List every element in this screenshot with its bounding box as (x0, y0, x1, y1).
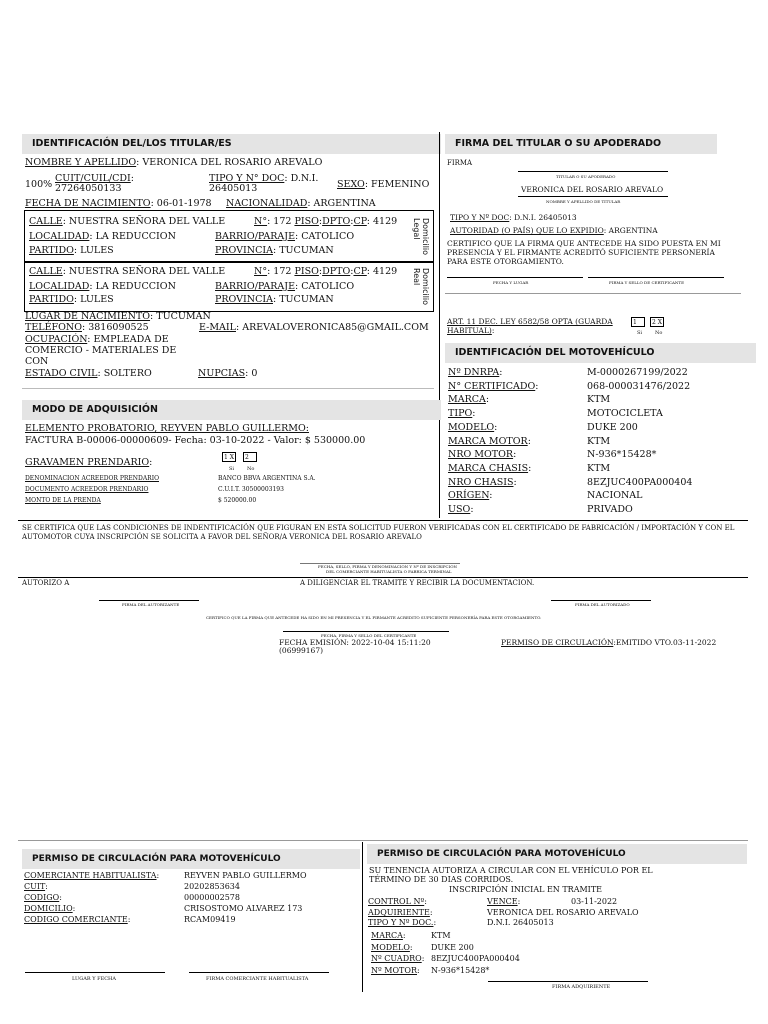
ocupacion-value-2: COMERCIO - MATERIALES DE (25, 345, 177, 356)
estado-civil-value: : SOLTERO (97, 368, 152, 379)
estado-civil-row (25, 368, 152, 379)
gravamen-si-checkbox[interactable]: 1 X (224, 454, 234, 461)
permiso-row (501, 638, 716, 647)
cuit-value: 27264050133 (55, 183, 122, 194)
lugar-nac-value: : TUCUMAN (150, 311, 211, 322)
comerciante-row-2-label: CODIGO: (24, 893, 62, 902)
lugar-nac-row (25, 311, 211, 322)
firma-autorizante-caption: FIRMA DEL AUTORIZANTE (122, 602, 180, 607)
tipo-doc-label: TIPO Y N° DOC (209, 173, 285, 184)
legal-calle-label: CALLE (29, 216, 63, 227)
legal-provincia-label: PROVINCIA (215, 245, 273, 256)
moto-row-0-value: M-0000267199/2022 (587, 367, 688, 378)
firma-divider (445, 293, 741, 294)
guarda-si-label: Si (637, 330, 643, 336)
control-label: CONTROL Nº (368, 897, 425, 906)
firma-autorizado-line (551, 600, 651, 601)
real-calle (29, 266, 225, 277)
fecha-sello-caption-1: FECHA, SELLO, FIRMA Y DENOMINACION Y Nº DE INSCRIPCION (318, 564, 457, 569)
certifico-firma-text: CERTIFICO QUE LA FIRMA QUE ANTECEDE HA SIDO EN MI PRESENCIA Y EL FIRMANTE ACREDITO SUFICIENTE PERSONERÍA PARA ESTE OTORGAMIENTO. (206, 615, 542, 620)
art-guarda-label: ART. 11 DEC. LEY 6582/58 OPTA (GUARDA HABITUAL) (447, 317, 613, 335)
firma-nombre-line (518, 196, 668, 197)
firma-comerciante-caption: FIRMA COMERCIANTE HABITUALISTA (206, 976, 309, 982)
gravamen-colon: : (149, 457, 153, 468)
real-localidad-label: LOCALIDAD (29, 281, 90, 292)
gravamen-no-checkbox[interactable]: 2 (243, 452, 257, 462)
certificante-line (283, 631, 449, 632)
certificacion-top-rule (18, 520, 748, 521)
moto-row-7-value: KTM (587, 462, 611, 474)
fecha-sello-caption-2: DEL COMERCIANTE HABITUALISTA O FABRICA TERMINAL (326, 569, 452, 574)
moto-row-0-label: Nº DNRPA: (448, 367, 503, 378)
sexo-row (337, 179, 429, 190)
firma-comerciante-line (189, 972, 329, 973)
legal-numero: N°: 172 PISO:DPTO:CP: 4129 (254, 216, 398, 227)
real-provincia (215, 294, 334, 305)
email-value: : AREVALOVERONICA85@GMAIL.COM (235, 322, 429, 333)
nombre-label: NOMBRE Y APELLIDO (25, 157, 137, 168)
nupcias-row (198, 368, 257, 379)
comerciante-row-0-label: COMERCIANTE HABITUALISTA: (24, 871, 160, 880)
motovehiculo-header: IDENTIFICACIÓN DEL MOTOVEHÍCULO (445, 343, 756, 363)
porcentaje: 100% (25, 179, 53, 190)
real-calle-label: CALLE (29, 266, 63, 277)
moto-row-4-label: MODELO: (448, 421, 498, 433)
moto-row-5-label: MARCA MOTOR: (448, 435, 531, 447)
firma-autoridad-value: : ARGENTINA (603, 226, 658, 235)
nacionalidad-row (226, 198, 376, 209)
ocupacion-label: OCUPACIÓN (25, 334, 88, 345)
firma-sello-caption: FIRMA Y SELLO DE CERTIFICANTE (609, 280, 685, 285)
documento-value: C.U.I.T. 30500003193 (218, 486, 284, 493)
fecha-emision-code: (06999167) (279, 646, 324, 655)
firma-tipo-doc-value: : D.N.I. 26405013 (509, 213, 577, 222)
tipo-doc-value: : D.N.I. (284, 173, 319, 184)
ocupacion-value-1: : EMPLEADA DE (87, 334, 169, 345)
real-calle-value: : NUESTRA SEÑORA DEL VALLE (62, 266, 226, 277)
adq-tipo-doc-row: TIPO Y Nº DOC.: (368, 918, 437, 927)
legal-cp-label: CP (353, 216, 367, 227)
guarda-no-label: No (655, 330, 663, 336)
telefono-label: TELÉFONO (25, 322, 82, 333)
titular-apoderado-caption: TITULAR O SU APODERADO (556, 174, 616, 179)
nupcias-value: : 0 (245, 368, 258, 379)
firma-adquiriente-line (488, 981, 648, 982)
certificante-caption: FECHA, FIRMA Y SELLO DEL CERTIFICANTE (321, 633, 417, 638)
monto-label: MONTO DE LA PRENDA (25, 497, 101, 504)
legal-barrio-label: BARRIO/PARAJE (215, 231, 296, 242)
permiso-adquiriente-header: PERMISO DE CIRCULACIÓN PARA MOTOVEHÍCULO (367, 844, 747, 864)
vence-label: VENCE (487, 897, 518, 906)
estado-civil-label: ESTADO CIVIL (25, 368, 98, 379)
moto-row-1-label: N° CERTIFICADO: (448, 380, 539, 392)
domicilio-legal-side-label: Domicilio Legal (412, 218, 430, 256)
sexo-label: SEXO (337, 179, 365, 190)
legal-calle (29, 216, 225, 227)
diligenciar-text: A DILIGENCIAR EL TRAMITE Y RECIBIR LA DOCUMENTACION. (300, 579, 535, 587)
moto-row-8-label: NRO CHASIS: (448, 476, 517, 488)
firma-autoridad (450, 226, 658, 235)
real-partido-label: PARTIDO (29, 294, 74, 305)
real-piso-label: PISO (294, 266, 319, 277)
email-label: E-MAIL (199, 322, 236, 333)
guarda-si-checkbox[interactable]: 1 (631, 317, 645, 327)
permiso-comerciante-header: PERMISO DE CIRCULACIÓN PARA MOTOVEHÍCULO (22, 849, 360, 869)
adq-tipo-doc-value: D.N.I. 26405013 (487, 918, 554, 927)
denominacion-value: BANCO BBVA ARGENTINA S.A. (218, 475, 316, 482)
legal-numero-value: : 172 (267, 216, 292, 227)
monto-value: $ 520000.00 (218, 497, 257, 504)
doc-numero: 26405013 (209, 183, 258, 194)
lugar-fecha-line (25, 972, 165, 973)
comerciante-row-3-value: CRISOSTOMO ALVAREZ 173 (184, 904, 303, 913)
adquiriente-row: ADQUIRIENTE: (368, 908, 433, 917)
gravamen-row (25, 457, 152, 468)
firma-autorizante-line (99, 600, 199, 601)
real-barrio (215, 281, 354, 292)
comerciante-row-4-value: RCAM09419 (184, 915, 236, 924)
firma-adquiriente-caption: FIRMA ADQUIRIENTE (552, 984, 611, 990)
adq-row-0-label: MARCA: (371, 931, 406, 940)
fecha-emision-label: FECHA EMISIÓN (279, 638, 347, 647)
cuit-label: CUIT/CUIL/CDI (55, 173, 131, 184)
elemento-probatorio: ELEMENTO PROBATORIO, REYVEN PABLO GUILLERMO: (25, 423, 309, 434)
legal-localidad-label: LOCALIDAD (29, 231, 90, 242)
comerciante-row-0-value: REYVEN PABLO GUILLERMO (184, 871, 307, 880)
moto-row-3-value: MOTOCICLETA (587, 408, 663, 420)
real-cp-label: CP (353, 266, 367, 277)
moto-row-10-value: PRIVADO (587, 504, 633, 515)
moto-row-5-value: KTM (587, 435, 611, 447)
lugar-nac-label: LUGAR DE NACIMIENTO (25, 311, 151, 322)
vence-row: VENCE: (487, 897, 521, 906)
fecha-lugar-line (447, 277, 583, 278)
adq-row-1-label: MODELO: (371, 942, 413, 952)
nombre-row (25, 157, 322, 168)
adq-row-3-value: N-936*15428* (431, 965, 490, 975)
titulares-header: IDENTIFICACIÓN DEL/LOS TITULAR/ES (22, 134, 441, 154)
legal-localidad (29, 231, 176, 242)
comerciante-row-2-value: 00000002578 (184, 893, 240, 902)
column-divider (439, 132, 440, 518)
firma-header: FIRMA DEL TITULAR O SU APODERADO (445, 134, 717, 154)
adq-row-3-label: Nº MOTOR: (371, 965, 420, 975)
real-numero: N°: 172 PISO:DPTO:CP: 4129 (254, 266, 398, 277)
firma-signature-line (518, 171, 668, 172)
legal-cp-value: : 4129 (366, 216, 398, 227)
firma-tipo-doc (450, 213, 577, 222)
legal-provincia (215, 245, 334, 256)
permiso-divider (362, 842, 363, 992)
inscripcion-inicial: INSCRIPCIÓN INICIAL EN TRAMITE (449, 885, 602, 894)
legal-calle-value: : NUESTRA SEÑORA DEL VALLE (62, 216, 226, 227)
real-numero-value: : 172 (267, 266, 292, 277)
moto-row-6-value: N-936*15428* (587, 449, 657, 461)
moto-row-9-label: ORÍGEN: (448, 490, 493, 502)
denominacion-label: DENOMINACION ACREEDOR PRENDARIO (25, 475, 159, 482)
moto-row-3-label: TIPO: (448, 408, 476, 420)
comerciante-row-4-label: CODIGO COMERCIANTE: (24, 915, 131, 924)
firma-autorizado-caption: FIRMA DEL AUTORIZADO (575, 602, 630, 607)
certificacion-text: SE CERTIFICA QUE LAS CONDICIONES DE INDENTIFICACIÓN QUE FIGURAN EN ESTA SOLICITUD FUERON VERIFICADAS CON EL CERTIFICADO DE FABRICACIÓN / IMPORTACIÓN Y CON EL AUTOMOTOR CUYA INSCRIPCIÓN SE SOLICITA A FAVOR DEL SEÑOR/A VERONICA DEL ROSARIO AREVALO (22, 524, 735, 541)
legal-barrio-value: : CATOLICO (295, 231, 355, 242)
gravamen-si-label: Si (229, 466, 235, 472)
fecha-nac-value: : 06-01-1978 (150, 198, 212, 209)
adquiriente-label: ADQUIRIENTE (368, 908, 430, 917)
legal-barrio (215, 231, 354, 242)
adq-row-2-value: 8EZJUC400PA000404 (431, 954, 520, 963)
adquiriente-value: VERONICA DEL ROSARIO AREVALO (487, 908, 639, 917)
sexo-value: : FEMENINO (364, 179, 430, 190)
firma-certifico: CERTIFICO QUE LA FIRMA QUE ANTECEDE HA SIDO PUESTA EN MI PRESENCIA Y EL FIRMANTE ACREDITÓ SUFICIENTE PERSONERÍA PARA ESTE OTORGAMIENTO. (447, 239, 721, 266)
ocupacion-value-3: CON (25, 356, 49, 367)
autorizo-label: AUTORIZO A (22, 579, 70, 587)
real-cp-value: : 4129 (366, 266, 398, 277)
fecha-emision-value: : 2022-10-04 15:11:20 (346, 638, 431, 647)
fecha-lugar-caption: FECHA Y LUGAR (493, 280, 529, 285)
adq-tipo-doc-label: TIPO Y Nº DOC. (368, 918, 434, 927)
permiso-top-rule (18, 840, 748, 841)
moto-row-2-value: KTM (587, 394, 611, 406)
legal-provincia-value: : TUCUMAN (272, 245, 334, 256)
cuit-colon: : (130, 173, 134, 184)
fecha-nac-label: FECHA DE NACIMIENTO (25, 198, 151, 209)
real-partido (29, 294, 114, 305)
comerciante-row-1-label: CUIT: (24, 882, 48, 891)
firma-nombre: VERONICA DEL ROSARIO AREVALO (521, 185, 664, 194)
moto-row-9-value: NACIONAL (587, 490, 643, 502)
art-guarda (447, 317, 627, 335)
real-provincia-label: PROVINCIA (215, 294, 273, 305)
nombre-value: : VERONICA DEL ROSARIO AREVALO (136, 157, 323, 168)
telefono-value: : 3816090525 (82, 322, 149, 333)
factura: FACTURA B-00006-00000609- Fecha: 03-10-2022 - Valor: $ 530000.00 (25, 435, 366, 446)
domicilio-real-side-label: Domicilio Real (412, 268, 430, 306)
adq-row-1-value: DUKE 200 (431, 942, 474, 952)
titulares-bottom-rule (22, 388, 434, 389)
real-numero-label: N° (254, 266, 268, 277)
legal-partido-label: PARTIDO (29, 245, 74, 256)
nacionalidad-label: NACIONALIDAD (226, 198, 308, 209)
moto-row-6-label: NRO MOTOR: (448, 449, 517, 461)
email-row (199, 322, 429, 333)
moto-row-10-label: USO: (448, 504, 474, 515)
adq-row-0-value: KTM (431, 931, 451, 940)
legal-partido-value: : LULES (73, 245, 114, 256)
real-partido-value: : LULES (73, 294, 114, 305)
gravamen-no-label: No (247, 466, 255, 472)
moto-row-7-label: MARCA CHASIS: (448, 462, 532, 474)
gravamen-label: GRAVAMEN PRENDARIO (25, 457, 150, 468)
documento-label: DOCUMENTO ACREEDOR PRENDARIO (25, 486, 149, 493)
control-row: CONTROL Nº: (368, 897, 427, 906)
moto-row-8-value: 8EZJUC400PA000404 (587, 476, 693, 488)
firma-autoridad-label: AUTORIDAD (O PAÍS) QUE LO EXPIDIO (450, 226, 604, 235)
adq-row-2-label: Nº CUADRO: (371, 954, 425, 963)
permiso-value: :EMITIDO VTO.03-11-2022 (613, 638, 717, 647)
moto-row-1-value: 068-000031476/2022 (587, 380, 691, 392)
fecha-nac-row (25, 198, 212, 209)
nupcias-label: NUPCIAS (198, 368, 246, 379)
ocupacion-row (25, 334, 169, 345)
guarda-no-checkbox[interactable]: 2 X (652, 319, 662, 326)
legal-numero-label: N° (254, 216, 268, 227)
real-provincia-value: : TUCUMAN (272, 294, 334, 305)
real-barrio-label: BARRIO/PARAJE (215, 281, 296, 292)
moto-row-2-label: MARCA: (448, 394, 490, 406)
firma-sello-line (588, 277, 724, 278)
permiso-intro: SU TENENCIA AUTORIZA A CIRCULAR CON EL VEHÍCULO POR EL TÉRMINO DE 30 DIAS CORRIDOS. (369, 866, 653, 884)
legal-piso-label: PISO (294, 216, 319, 227)
firma-tipo-doc-label: TIPO Y Nº DOC (450, 213, 510, 222)
art-guarda-colon: : (491, 326, 495, 335)
legal-dpto-label: DPTO (322, 216, 351, 227)
real-localidad (29, 281, 176, 292)
nacionalidad-value: : ARGENTINA (307, 198, 376, 209)
moto-row-4-value: DUKE 200 (587, 421, 638, 433)
vence-value: 03-11-2022 (571, 897, 618, 906)
firma-label: FIRMA (447, 159, 473, 167)
real-dpto-label: DPTO (322, 266, 351, 277)
permiso-label: PERMISO DE CIRCULACIÓN (501, 638, 614, 647)
comerciante-row-3-label: DOMICILIO: (24, 904, 76, 913)
telefono-row (25, 322, 149, 333)
comerciante-row-1-value: 20202853634 (184, 882, 240, 891)
legal-localidad-value: : LA REDUCCION (89, 231, 176, 242)
legal-partido (29, 245, 114, 256)
adquisicion-header: MODO DE ADQUISICIÓN (22, 400, 441, 420)
real-localidad-value: : LA REDUCCION (89, 281, 176, 292)
real-barrio-value: : CATOLICO (295, 281, 355, 292)
autorizo-rule (18, 577, 748, 578)
nombre-caption: NOMBRE Y APELLIDO DE TITULAR (546, 199, 621, 204)
lugar-fecha-caption: LUGAR Y FECHA (72, 976, 117, 982)
